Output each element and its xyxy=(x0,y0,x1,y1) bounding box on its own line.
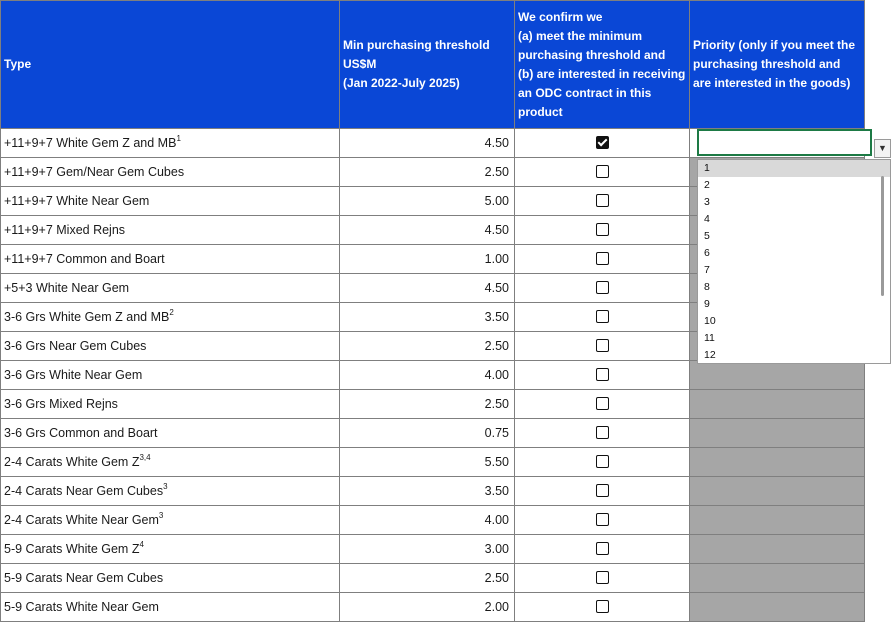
footnote-marker: 3,4 xyxy=(139,453,151,462)
header-min-line-3: (Jan 2022-July 2025) xyxy=(343,76,460,90)
min-threshold-value: 0.75 xyxy=(484,426,509,440)
priority-cell[interactable] xyxy=(690,506,865,535)
priority-cell[interactable] xyxy=(690,535,865,564)
type-label: 3-6 Grs Common and Boart xyxy=(4,426,158,440)
type-cell[interactable] xyxy=(1,448,340,477)
confirm-checkbox[interactable] xyxy=(596,455,609,468)
type-label: +11+9+7 Common and Boart xyxy=(4,252,165,266)
confirm-checkbox[interactable] xyxy=(596,600,609,613)
type-label: +11+9+7 Mixed Rejns xyxy=(4,223,126,237)
table-row xyxy=(1,477,865,506)
type-cell[interactable] xyxy=(1,187,340,216)
dropdown-option[interactable]: 1 xyxy=(698,160,890,177)
type-label: +11+9+7 White Gem Z and MB xyxy=(4,136,177,150)
table-row xyxy=(1,564,865,593)
min-threshold-cell[interactable] xyxy=(340,187,515,216)
priority-cell[interactable] xyxy=(690,390,865,419)
confirm-cell[interactable] xyxy=(515,477,690,506)
min-threshold-value: 2.00 xyxy=(484,600,509,614)
min-threshold-value: 3.50 xyxy=(484,310,509,324)
header-type[interactable]: Type xyxy=(1,1,340,129)
priority-cell[interactable] xyxy=(690,361,865,390)
confirm-cell[interactable] xyxy=(515,361,690,390)
type-label: +11+9+7 White Near Gem xyxy=(4,194,150,208)
type-label: 3-6 Grs White Near Gem xyxy=(4,368,143,382)
min-threshold-value: 4.50 xyxy=(484,281,509,295)
min-threshold-value: 4.00 xyxy=(484,513,509,527)
confirm-cell[interactable] xyxy=(515,448,690,477)
confirm-checkbox[interactable] xyxy=(596,165,609,178)
min-threshold-value: 1.00 xyxy=(484,252,509,266)
dropdown-option[interactable]: 8 xyxy=(704,281,710,293)
header-min-line-1: Min purchasing threshold xyxy=(343,38,490,52)
header-confirm-line-2: (a) meet the minimum purchasing threshold and xyxy=(518,28,666,62)
type-label: +11+9+7 Gem/Near Gem Cubes xyxy=(4,165,185,179)
selected-priority-cell[interactable] xyxy=(697,129,872,156)
type-cell[interactable] xyxy=(1,158,340,187)
min-threshold-cell[interactable] xyxy=(340,245,515,274)
type-cell[interactable] xyxy=(1,477,340,506)
min-threshold-cell[interactable] xyxy=(340,361,515,390)
type-label: 3-6 Grs Near Gem Cubes xyxy=(4,339,147,353)
priority-cell[interactable] xyxy=(690,593,865,622)
dropdown-scrollbar[interactable] xyxy=(881,176,884,296)
min-threshold-cell[interactable] xyxy=(340,593,515,622)
confirm-cell[interactable] xyxy=(515,274,690,303)
dropdown-option[interactable]: 5 xyxy=(704,230,710,242)
type-label: +5+3 White Near Gem xyxy=(4,281,130,295)
chevron-down-icon: ▼ xyxy=(878,143,887,153)
confirm-checkbox[interactable] xyxy=(596,136,609,149)
confirm-checkbox[interactable] xyxy=(596,542,609,555)
header-confirm[interactable] xyxy=(515,1,690,129)
type-cell[interactable] xyxy=(1,390,340,419)
dropdown-option[interactable]: 3 xyxy=(704,196,710,208)
confirm-checkbox[interactable] xyxy=(596,252,609,265)
confirm-cell[interactable] xyxy=(515,158,690,187)
dropdown-option[interactable]: 12 xyxy=(704,349,716,361)
confirm-cell[interactable] xyxy=(515,390,690,419)
min-threshold-value: 2.50 xyxy=(484,165,509,179)
dropdown-option[interactable]: 6 xyxy=(704,247,710,259)
confirm-checkbox[interactable] xyxy=(596,339,609,352)
min-threshold-value: 5.00 xyxy=(484,194,509,208)
confirm-checkbox[interactable] xyxy=(596,194,609,207)
type-cell[interactable] xyxy=(1,303,340,332)
min-threshold-value: 4.00 xyxy=(484,368,509,382)
confirm-checkbox[interactable] xyxy=(596,281,609,294)
min-threshold-value: 5.50 xyxy=(484,455,509,469)
confirm-cell[interactable] xyxy=(515,216,690,245)
min-threshold-cell[interactable] xyxy=(340,535,515,564)
confirm-checkbox[interactable] xyxy=(596,368,609,381)
table-row xyxy=(1,390,865,419)
confirm-checkbox[interactable] xyxy=(596,513,609,526)
header-min-line-2: US$M xyxy=(343,57,377,71)
header-priority[interactable]: Priority (only if you meet the purchasing threshold and are interested in the goods) xyxy=(690,1,865,129)
confirm-cell[interactable] xyxy=(515,332,690,361)
min-threshold-cell[interactable] xyxy=(340,477,515,506)
confirm-cell[interactable] xyxy=(515,129,690,158)
confirm-checkbox[interactable] xyxy=(596,397,609,410)
min-threshold-cell[interactable] xyxy=(340,419,515,448)
type-cell[interactable] xyxy=(1,419,340,448)
priority-cell[interactable] xyxy=(690,448,865,477)
confirm-cell[interactable] xyxy=(515,506,690,535)
confirm-checkbox[interactable] xyxy=(596,484,609,497)
dropdown-option[interactable]: 4 xyxy=(704,213,710,225)
min-threshold-cell[interactable] xyxy=(340,448,515,477)
table-row xyxy=(1,448,865,477)
table-row xyxy=(1,361,865,390)
min-threshold-cell[interactable] xyxy=(340,129,515,158)
min-threshold-value: 4.50 xyxy=(484,136,509,150)
header-row xyxy=(1,1,865,129)
min-threshold-value: 2.50 xyxy=(484,571,509,585)
type-label: 5-9 Carats White Near Gem xyxy=(4,600,159,614)
dropdown-option[interactable]: 2 xyxy=(704,179,710,191)
type-cell[interactable] xyxy=(1,129,340,158)
type-label: 3-6 Grs Mixed Rejns xyxy=(4,397,118,411)
confirm-cell[interactable] xyxy=(515,245,690,274)
type-cell[interactable] xyxy=(1,535,340,564)
confirm-cell[interactable] xyxy=(515,419,690,448)
type-label: 5-9 Carats White Gem Z xyxy=(4,542,140,556)
min-threshold-cell[interactable] xyxy=(340,216,515,245)
table-row xyxy=(1,593,865,622)
dropdown-option[interactable]: 7 xyxy=(704,264,710,276)
priority-cell[interactable] xyxy=(690,477,865,506)
table-row xyxy=(1,419,865,448)
min-threshold-value: 3.00 xyxy=(484,542,509,556)
footnote-marker: 3 xyxy=(158,511,164,520)
min-threshold-value: 2.50 xyxy=(484,339,509,353)
confirm-checkbox[interactable] xyxy=(596,426,609,439)
confirm-cell[interactable] xyxy=(515,593,690,622)
confirm-cell[interactable] xyxy=(515,303,690,332)
type-label: 2-4 Carats White Gem Z xyxy=(4,455,140,469)
min-threshold-cell[interactable] xyxy=(340,564,515,593)
confirm-checkbox[interactable] xyxy=(596,223,609,236)
type-cell[interactable] xyxy=(1,506,340,535)
min-threshold-cell[interactable] xyxy=(340,274,515,303)
type-cell[interactable] xyxy=(1,245,340,274)
confirm-cell[interactable] xyxy=(515,187,690,216)
dropdown-button[interactable] xyxy=(874,139,891,158)
min-threshold-cell[interactable] xyxy=(340,390,515,419)
header-min-threshold[interactable] xyxy=(340,1,515,129)
table-row xyxy=(1,506,865,535)
footnote-marker: 1 xyxy=(176,134,181,143)
type-cell[interactable] xyxy=(1,274,340,303)
min-threshold-cell[interactable] xyxy=(340,158,515,187)
type-cell[interactable] xyxy=(1,332,340,361)
dropdown-option[interactable]: 10 xyxy=(704,315,716,327)
footnote-marker: 2 xyxy=(169,308,174,317)
priority-cell[interactable] xyxy=(690,419,865,448)
footnote-marker: 3 xyxy=(163,482,168,491)
min-threshold-cell[interactable] xyxy=(340,506,515,535)
priority-dropdown-list[interactable] xyxy=(697,159,891,364)
type-cell[interactable] xyxy=(1,593,340,622)
type-label: 3-6 Grs White Gem Z and MB xyxy=(4,310,170,324)
type-cell[interactable] xyxy=(1,216,340,245)
dropdown-option[interactable]: 9 xyxy=(704,298,710,310)
type-label: 5-9 Carats Near Gem Cubes xyxy=(4,571,164,585)
confirm-cell[interactable] xyxy=(515,564,690,593)
type-label: 2-4 Carats White Near Gem xyxy=(4,513,159,527)
priority-cell[interactable] xyxy=(690,564,865,593)
confirm-checkbox[interactable] xyxy=(596,310,609,323)
type-cell[interactable] xyxy=(1,564,340,593)
confirm-cell[interactable] xyxy=(515,535,690,564)
dropdown-option[interactable]: 11 xyxy=(704,332,715,344)
min-threshold-value: 3.50 xyxy=(484,484,509,498)
header-confirm-line-1: We confirm we xyxy=(518,9,603,24)
confirm-checkbox[interactable] xyxy=(596,571,609,584)
min-threshold-cell[interactable] xyxy=(340,303,515,332)
footnote-marker: 4 xyxy=(139,540,144,549)
table-row xyxy=(1,535,865,564)
min-threshold-value: 2.50 xyxy=(484,397,509,411)
min-threshold-cell[interactable] xyxy=(340,332,515,361)
header-confirm-line-3: (b) are interested in receiving an ODC contract in this product xyxy=(518,66,686,119)
min-threshold-value: 4.50 xyxy=(484,223,509,237)
type-label: 2-4 Carats Near Gem Cubes xyxy=(4,484,164,498)
type-cell[interactable] xyxy=(1,361,340,390)
